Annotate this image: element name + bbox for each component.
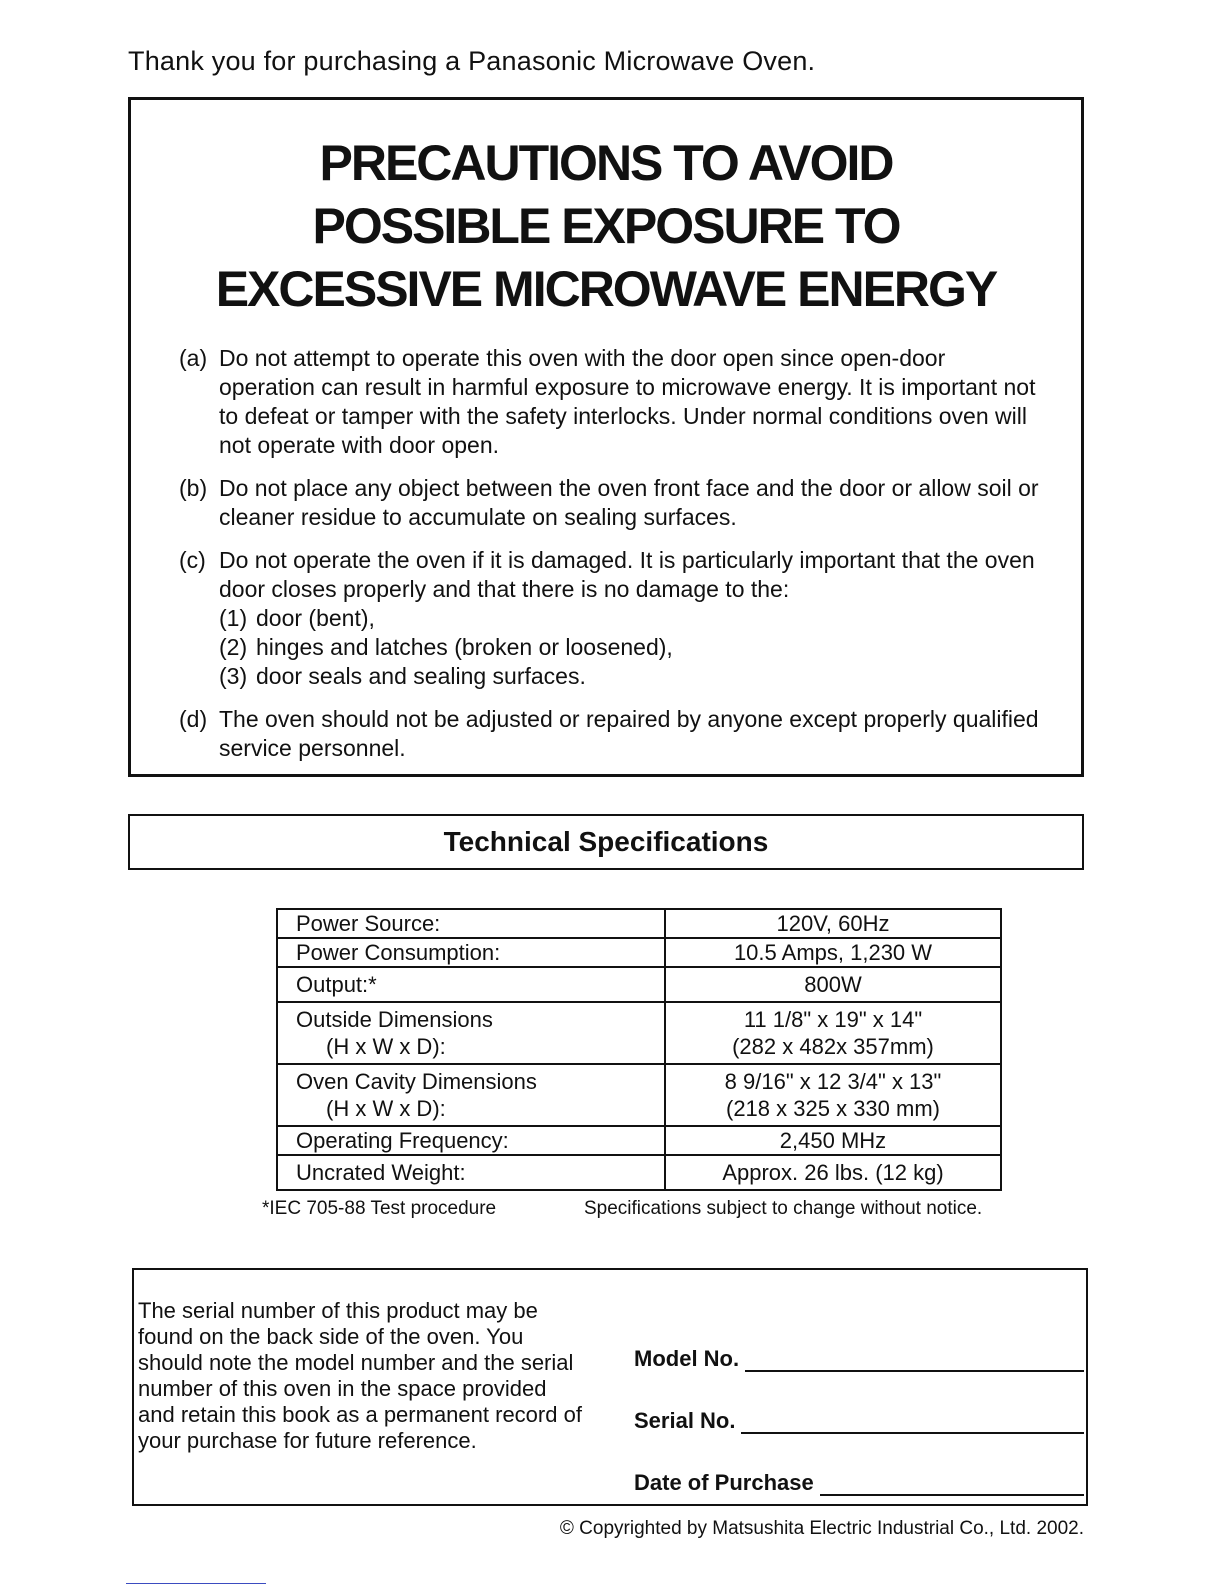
damage-list bbox=[219, 604, 1039, 691]
damage-num: (2) bbox=[219, 634, 248, 660]
field-label: Serial No. bbox=[634, 1408, 736, 1433]
precautions-list bbox=[179, 344, 1039, 777]
purchase-record-box bbox=[132, 1268, 1088, 1506]
purchase-date-blank bbox=[820, 1472, 1084, 1496]
table-row bbox=[277, 1155, 1001, 1190]
precautions-title bbox=[131, 132, 1081, 321]
spec-value: 2,450 MHz bbox=[665, 1126, 1001, 1155]
table-row bbox=[277, 967, 1001, 1002]
precaution-item-d bbox=[179, 705, 1039, 763]
spec-value-cell bbox=[665, 1064, 1001, 1126]
damage-num: (3) bbox=[219, 663, 248, 689]
item-text: Do not place any object between the oven front face and the door or allow soil or cleaner residue to accumulate on sealing surfaces. bbox=[219, 475, 1039, 530]
spec-label-cell bbox=[277, 1064, 665, 1126]
intro-text: Thank you for purchasing a Panasonic Microwave Oven. bbox=[128, 46, 816, 76]
spec-label: Oven Cavity Dimensions bbox=[296, 1069, 537, 1094]
specs-table bbox=[276, 908, 1002, 1191]
table-row bbox=[277, 1002, 1001, 1064]
spec-label-cell bbox=[277, 1002, 665, 1064]
specs-title: Technical Specifications bbox=[128, 814, 1084, 870]
precaution-item-c bbox=[179, 546, 1039, 691]
spec-label: Operating Frequency: bbox=[277, 1126, 665, 1155]
spec-label: Power Source: bbox=[277, 909, 665, 938]
spec-label: Outside Dimensions bbox=[296, 1007, 493, 1032]
spec-label: Power Consumption: bbox=[277, 938, 665, 967]
item-label: (d) bbox=[179, 706, 208, 732]
spec-value-cell bbox=[665, 1002, 1001, 1064]
item-text: Do not operate the oven if it is damaged. It is particularly important that the oven door closes properly and that there is no damage to the: bbox=[219, 547, 1035, 602]
test-procedure-note: *IEC 705-88 Test procedure bbox=[262, 1198, 497, 1219]
serial-info-text: The serial number of this product may be found on the back side of the oven. You should note the model number and the serial number of this oven in the space provided and retain this book as a permanent record of your purchase for future reference. bbox=[138, 1298, 582, 1453]
spec-value: 8 9/16" x 12 3/4" x 13" bbox=[724, 1069, 942, 1094]
item-text: Do not attempt to operate this oven with the door open since open-door operation can result in harmful exposure to microwave energy. It is important not to defeat or tamper with the safety interlocks. Under normal conditions oven will not operate with door open. bbox=[219, 345, 1036, 458]
spec-label-sub: (H x W x D): bbox=[326, 1034, 446, 1059]
item-text: The oven should not be adjusted or repaired by anyone except properly qualified service personnel. bbox=[219, 706, 1039, 761]
table-row bbox=[277, 938, 1001, 967]
item-label: (a) bbox=[179, 345, 208, 371]
serial-number-field bbox=[634, 1372, 1084, 1434]
model-number-field bbox=[634, 1310, 1084, 1372]
change-notice: Specifications subject to change without notice. bbox=[584, 1198, 983, 1219]
damage-item bbox=[219, 662, 1039, 691]
spec-value-sub: (282 x 482x 357mm) bbox=[732, 1034, 934, 1059]
spec-value: 10.5 Amps, 1,230 W bbox=[665, 938, 1001, 967]
damage-text: hinges and latches (broken or loosened), bbox=[256, 634, 673, 660]
field-label: Model No. bbox=[634, 1346, 740, 1371]
item-label: (c) bbox=[179, 547, 206, 573]
damage-text: door seals and sealing surfaces. bbox=[256, 663, 586, 689]
damage-text: door (bent), bbox=[256, 605, 375, 631]
item-label: (b) bbox=[179, 475, 208, 501]
model-number-blank bbox=[745, 1348, 1084, 1372]
title-line: EXCESSIVE MICROWAVE ENERGY bbox=[215, 261, 997, 317]
table-row bbox=[277, 1126, 1001, 1155]
spec-label: Output:* bbox=[277, 967, 665, 1002]
title-line: PRECAUTIONS TO AVOID bbox=[319, 135, 893, 191]
spec-value: 11 1/8" x 19" x 14" bbox=[743, 1007, 923, 1032]
precaution-item-a bbox=[179, 344, 1039, 460]
spec-label-sub: (H x W x D): bbox=[326, 1096, 446, 1121]
record-fields bbox=[634, 1310, 1084, 1496]
table-row bbox=[277, 1064, 1001, 1126]
copyright: © Copyrighted by Matsushita Electric Industrial Co., Ltd. 2002. bbox=[559, 1518, 1084, 1539]
spec-value: Approx. 26 lbs. (12 kg) bbox=[665, 1155, 1001, 1190]
spec-value-sub: (218 x 325 x 330 mm) bbox=[726, 1096, 940, 1121]
field-label: Date of Purchase bbox=[634, 1470, 814, 1495]
spec-value: 120V, 60Hz bbox=[665, 909, 1001, 938]
precautions-box bbox=[128, 97, 1084, 777]
serial-number-blank bbox=[741, 1410, 1084, 1434]
spec-label: Uncrated Weight: bbox=[277, 1155, 665, 1190]
table-row bbox=[277, 909, 1001, 938]
damage-item bbox=[219, 604, 1039, 633]
title-line: POSSIBLE EXPOSURE TO bbox=[312, 198, 900, 254]
precaution-item-b bbox=[179, 474, 1039, 532]
purchase-date-field bbox=[634, 1434, 1084, 1496]
damage-item bbox=[219, 633, 1039, 662]
spec-value: 800W bbox=[665, 967, 1001, 1002]
damage-num: (1) bbox=[219, 605, 248, 631]
